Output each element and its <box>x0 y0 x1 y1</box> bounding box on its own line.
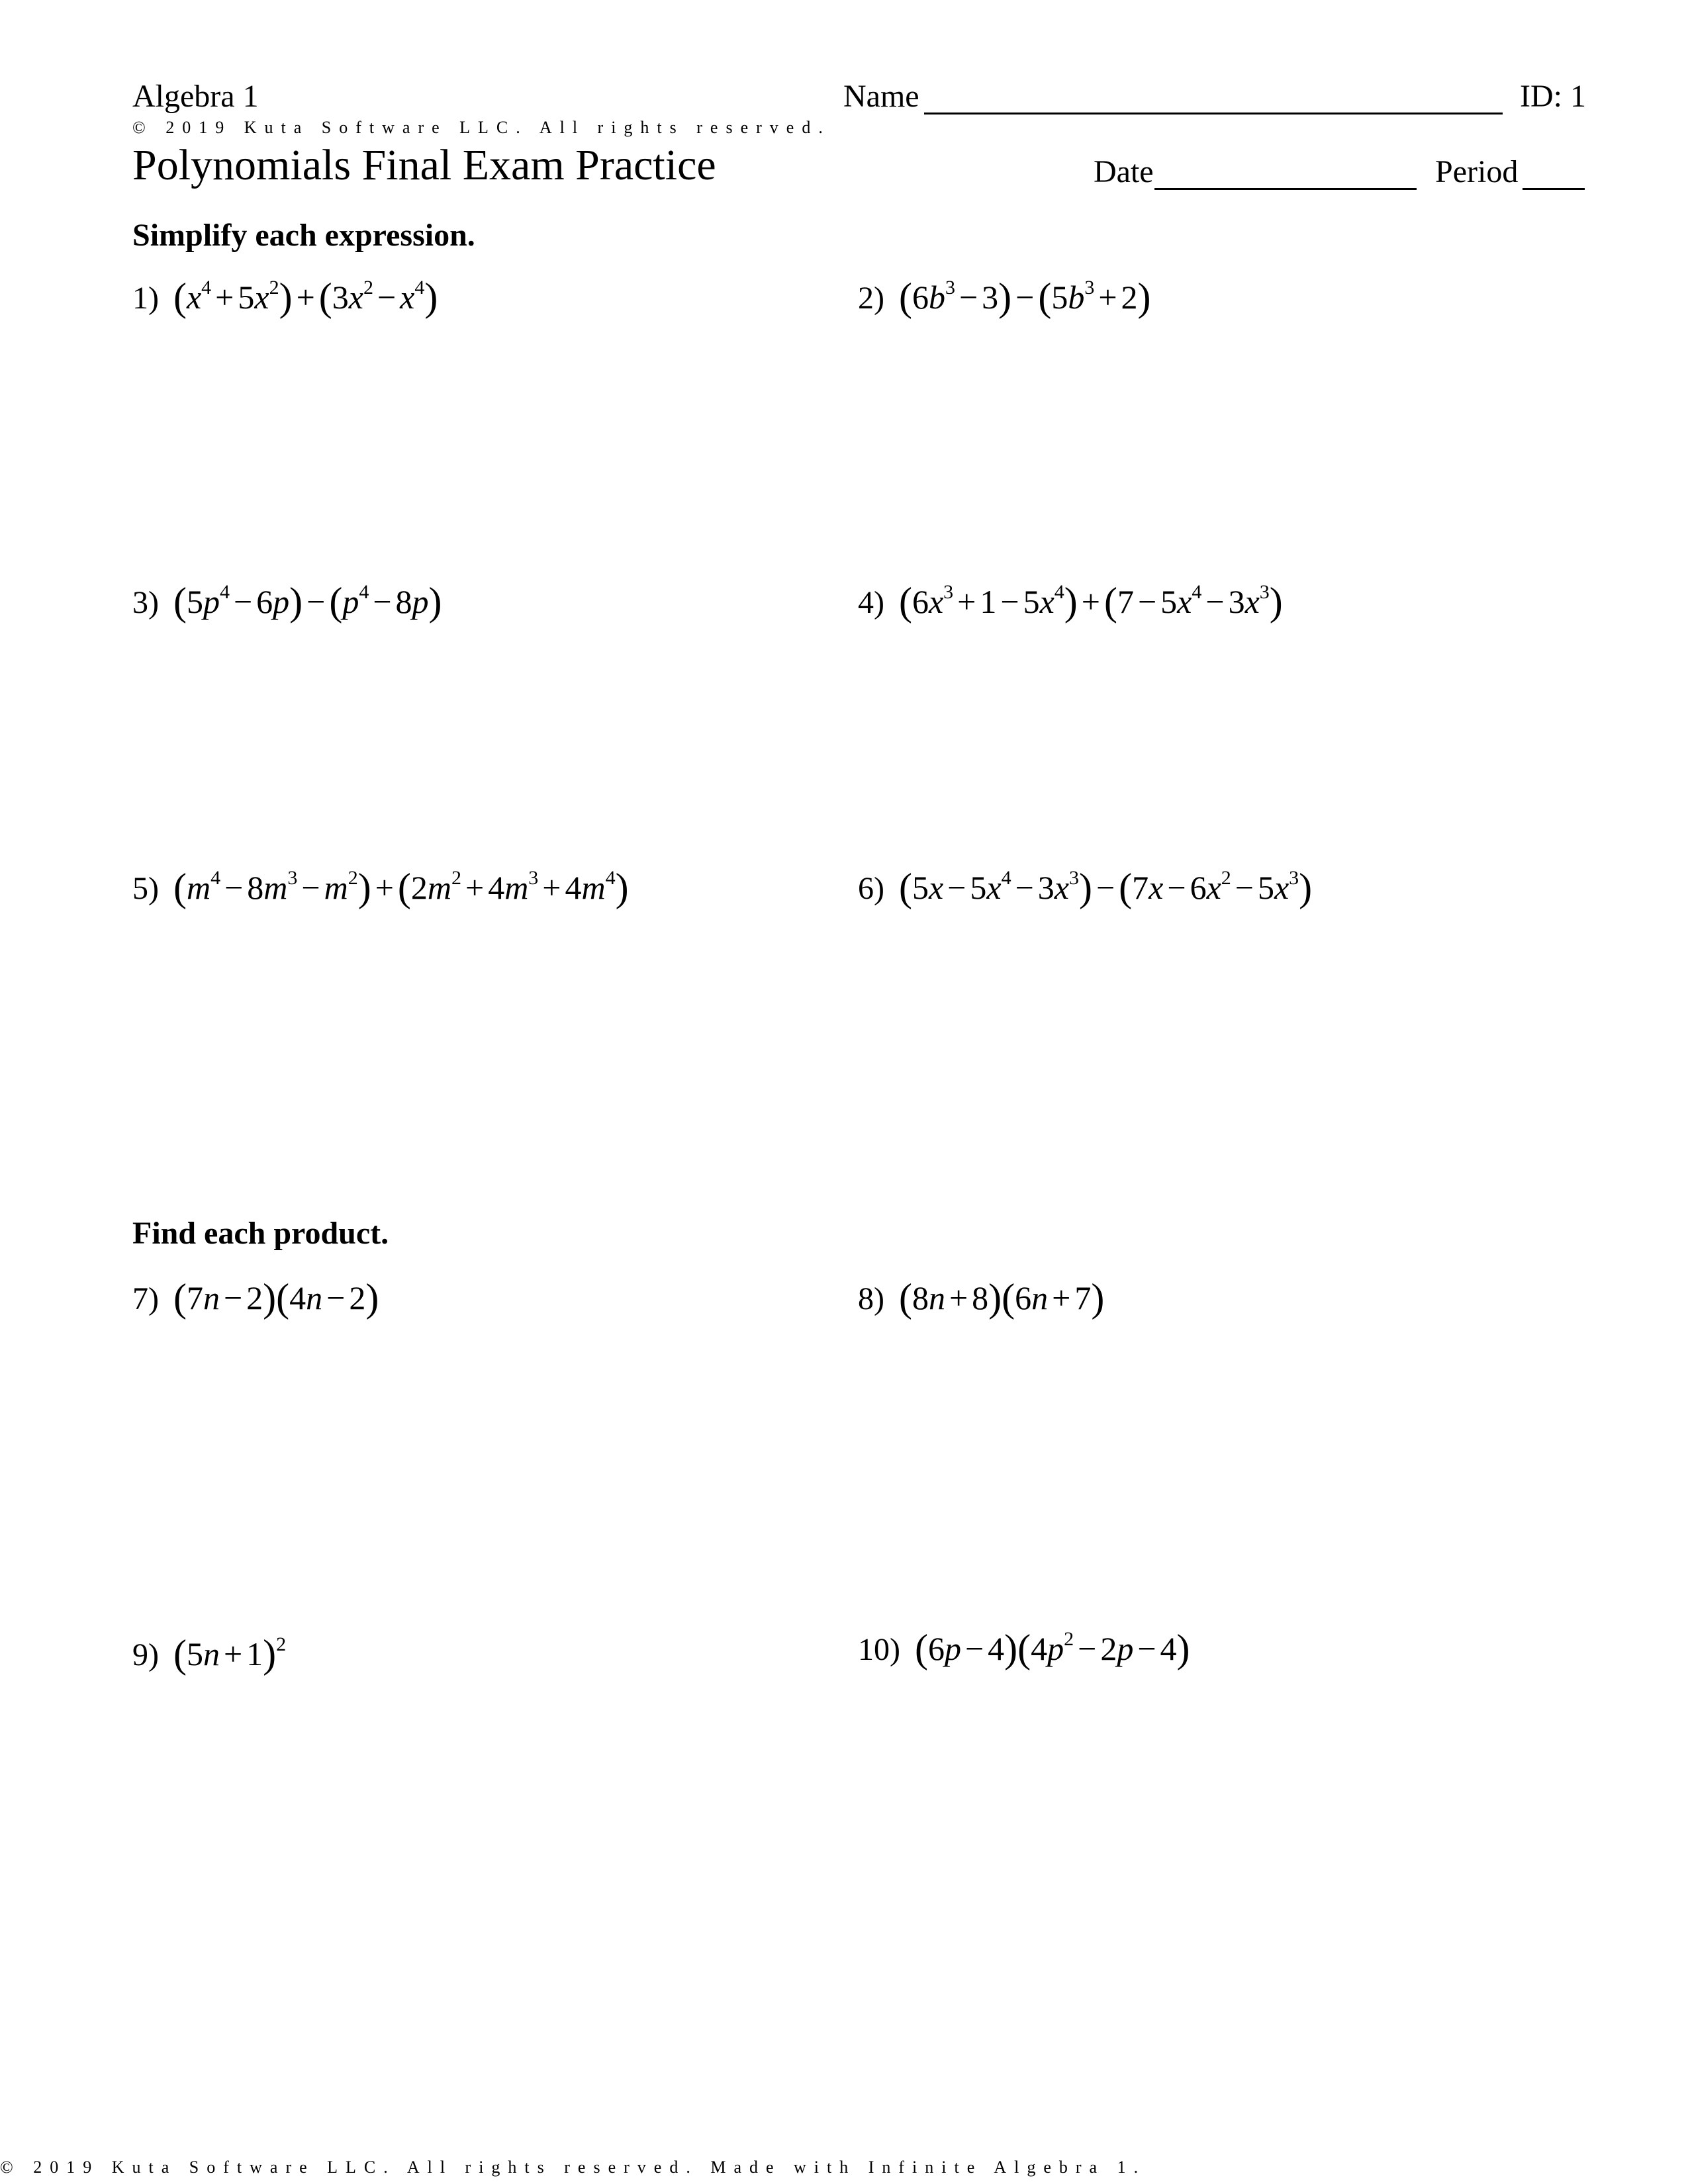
problem-7 <box>132 1276 379 1320</box>
problem-number: 5) <box>132 871 159 906</box>
problem-expression: $(x^4 + 5x^2) + (3x^2 - x^4)$ <box>173 275 438 319</box>
problem-expression: $(6x^3 + 1 - 5x^4) + (7 - 5x^4 - 3x^3)$ <box>898 580 1283 623</box>
problem-expression: $(6p - 4)(4p^2 - 2p - 4)$ <box>914 1627 1190 1670</box>
problem-number: 2) <box>858 281 884 316</box>
problem-number: 3) <box>132 585 159 620</box>
problem-number: 6) <box>858 871 884 906</box>
section-heading-simplify: Simplify each expression. <box>132 218 475 253</box>
problem-number: 7) <box>132 1281 159 1316</box>
problem-10 <box>858 1629 1190 1668</box>
problem-3 <box>132 582 442 621</box>
problem-2 <box>858 275 1151 319</box>
name-blank-line <box>924 113 1503 114</box>
problem-number: 4) <box>858 585 884 620</box>
problem-expression: (8n + 8)(6n + 7) <box>898 1276 1105 1320</box>
problem-1 <box>132 275 438 319</box>
page-title: Polynomials Final Exam Practice <box>132 141 716 189</box>
name-label: Name <box>843 79 919 114</box>
problem-expression: $(m^4 - 8m^3 - m^2) + (2m^2 + 4m^3 + 4m^4)$ <box>173 866 629 909</box>
copyright-footer: © 2019 Kuta Software LLC. All rights reserved. Made with Infinite Algebra 1. <box>0 2158 1147 2177</box>
course-name: Algebra 1 <box>132 79 259 114</box>
problem-expression: $(5n + 1)^2$ <box>173 1632 287 1676</box>
problem-9 <box>132 1632 287 1676</box>
section-heading-product: Find each product. <box>132 1216 389 1251</box>
problem-expression: (7n − 2)(4n − 2) <box>173 1276 379 1320</box>
problem-number: 1) <box>132 281 159 316</box>
problem-number: 10) <box>858 1632 900 1667</box>
problem-expression: $(5p^4 - 6p) - (p^4 - 8p)$ <box>173 580 442 623</box>
copyright-top: © 2019 Kuta Software LLC. All rights reserved. <box>132 118 831 137</box>
date-blank-line <box>1154 188 1417 190</box>
problem-8 <box>858 1276 1105 1320</box>
worksheet-id: ID: 1 <box>1520 79 1586 114</box>
problem-6 <box>858 868 1312 907</box>
problem-5 <box>132 868 629 907</box>
problem-4 <box>858 582 1283 621</box>
period-label: Period <box>1435 154 1519 189</box>
problem-expression: $(6b^3 - 3) - (5b^3 + 2)$ <box>898 275 1151 319</box>
problem-expression: $(5x - 5x^4 - 3x^3) - (7x - 6x^2 - 5x^3)$ <box>898 866 1313 909</box>
period-blank-line <box>1523 188 1585 190</box>
problem-number: 8) <box>858 1281 884 1316</box>
problem-number: 9) <box>132 1637 159 1672</box>
date-label: Date <box>1094 154 1154 189</box>
